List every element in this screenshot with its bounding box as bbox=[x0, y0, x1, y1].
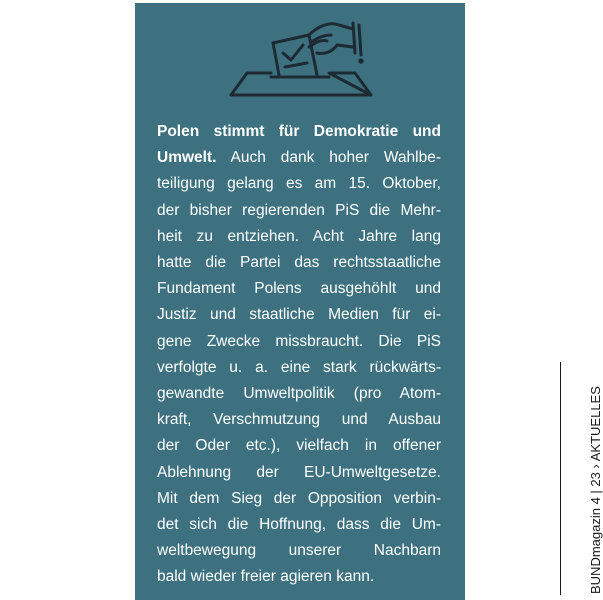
article-line: hatte die Partei das rechtsstaatliche bbox=[157, 254, 441, 272]
article-line: Fundament Polens ausgehöhlt und bbox=[157, 280, 441, 298]
lead-continuation: Umwelt. bbox=[157, 149, 217, 167]
article-line: bald wieder freier agieren kann. bbox=[157, 568, 375, 586]
article-line: teiligung gelang es am 15. Oktober, bbox=[157, 175, 441, 193]
sidebar-rule bbox=[560, 362, 561, 595]
article-text bbox=[157, 119, 441, 591]
ballot-box-hand-icon bbox=[221, 13, 381, 103]
article-line: weltbewegung unserer Nachbarn bbox=[157, 542, 441, 560]
article-line: Ablehnung der EU-Umweltgesetze. bbox=[157, 463, 441, 481]
article-card bbox=[135, 3, 465, 600]
article-line: det sich die Hoffnung, dass die Um- bbox=[157, 516, 441, 534]
article-line: der bisher regierenden PiS die Mehr- bbox=[157, 201, 441, 219]
article-line: heit zu entziehen. Acht Jahre lang bbox=[157, 227, 441, 245]
separator-icon: › bbox=[588, 464, 603, 469]
article-lead: Polen stimmt für Demokratie und bbox=[157, 123, 441, 140]
sidebar-label bbox=[588, 386, 603, 594]
article-line: verfolgte u. a. eine stark rückwärts- bbox=[157, 358, 441, 376]
article-line: gewandte Umweltpolitik (pro Atom- bbox=[157, 385, 441, 403]
magazine-issue: BUNDmagazin 4 | 23 bbox=[588, 472, 603, 594]
article-line: Mit dem Sieg der Opposition verbin- bbox=[157, 489, 441, 507]
article-line bbox=[157, 145, 441, 171]
line-text: Auch dank hoher Wahlbe- bbox=[216, 149, 441, 167]
section-name: AKTUELLES bbox=[588, 386, 603, 462]
article-line: Justiz und staatliche Medien für ei- bbox=[157, 306, 441, 324]
article-line: der Oder etc.), vielfach in offener bbox=[157, 437, 441, 455]
article-line: gene Zwecke missbraucht. Die PiS bbox=[157, 332, 441, 350]
article-line: kraft, Verschmutzung und Ausbau bbox=[157, 411, 441, 429]
